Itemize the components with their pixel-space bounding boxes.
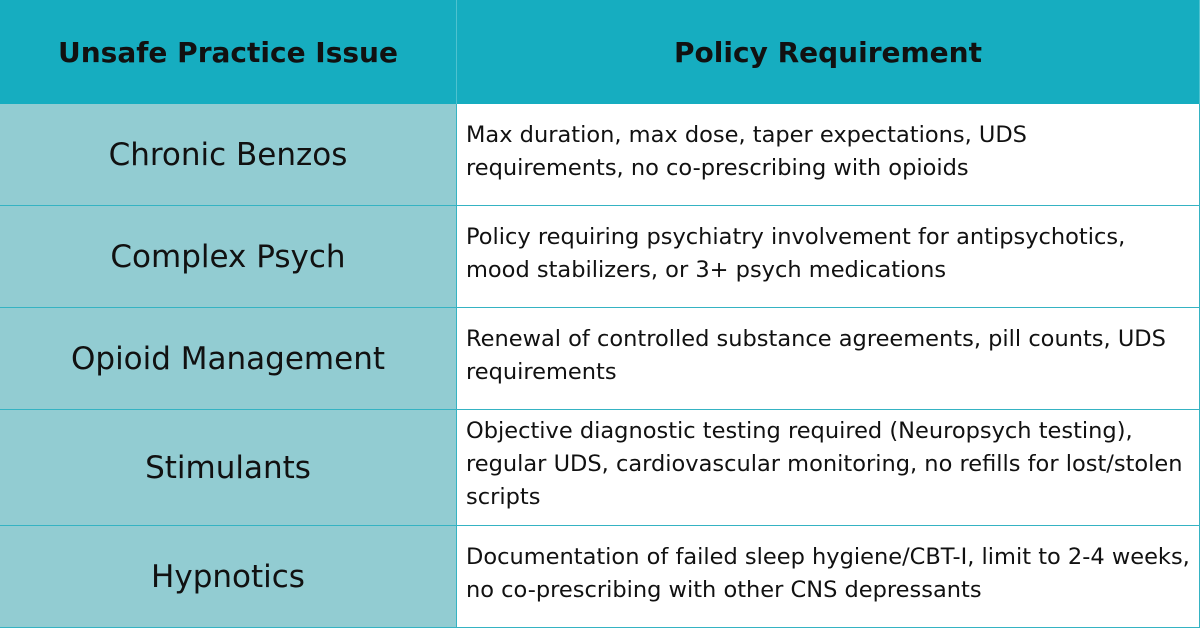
row-issue-opioid-management: Opioid Management [0,308,457,410]
requirement-text: Max duration, max dose, taper expectations, UDS requirements, no co-prescribing with opioids [466,121,1027,181]
row-issue-stimulants: Stimulants [0,410,457,526]
row-issue-hypnotics: Hypnotics [0,526,457,628]
requirement-text: Objective diagnostic testing required (Neuropsych testing), regular UDS, cardiovascular monitoring, no refills for lost/stolen scripts [466,418,1183,510]
row-issue-complex-psych: Complex Psych [0,206,457,308]
row-requirement-stimulants [457,410,1200,526]
header-requirement: Policy Requirement [457,0,1200,104]
requirement-text: Policy requiring psychiatry involvement for antipsychotics, mood stabilizers, or 3+ psych medications [466,223,1126,283]
header-issue: Unsafe Practice Issue [0,0,457,104]
row-requirement-opioid-management [457,308,1200,410]
requirement-text: Documentation of failed sleep hygiene/CBT-I, limit to 2-4 weeks, no co-prescribing with other CNS depressants [466,543,1190,603]
row-requirement-complex-psych [457,206,1200,308]
requirement-text: Renewal of controlled substance agreements, pill counts, UDS requirements [466,325,1166,385]
row-requirement-hypnotics [457,526,1200,628]
row-issue-chronic-benzos: Chronic Benzos [0,104,457,206]
row-requirement-chronic-benzos [457,104,1200,206]
